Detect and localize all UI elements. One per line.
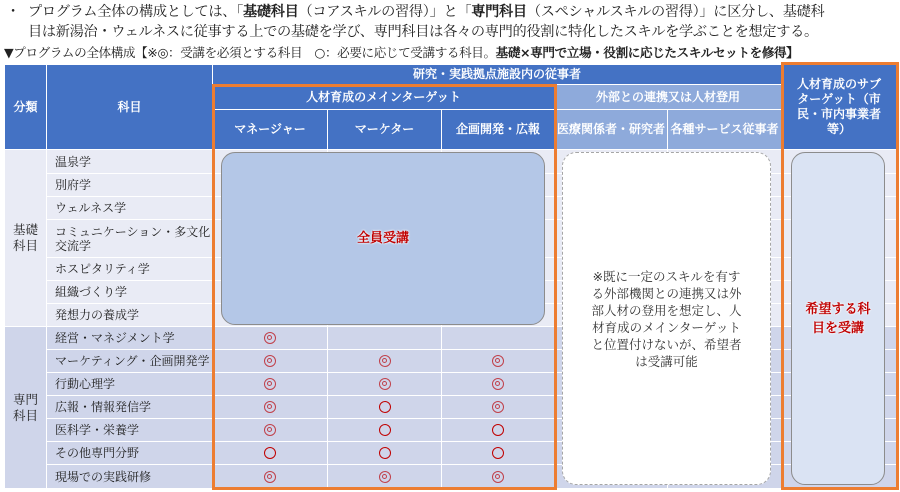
external-note-callout-text: ※既に一定のスキルを有する外部機関との連携又は外部人材の登用を想定し、人材育成のメインターゲットと位置付けないが、希望者は受講可能: [591, 268, 742, 369]
mark-cell: [328, 350, 442, 373]
all-required-callout: [221, 152, 545, 325]
bullet: ・: [6, 4, 20, 20]
specialized-subject: 経営・マネジメント学: [47, 327, 213, 350]
double-circle-icon: [379, 378, 391, 390]
header-external: 外部との連携又は人材登用: [555, 85, 782, 110]
double-circle-icon: [379, 471, 391, 483]
specialized-subject: 医科学・栄養学: [47, 419, 213, 442]
specialized-subject: 広報・情報発信学: [47, 396, 213, 419]
basic-subject: 発想力の養成学: [47, 304, 213, 327]
basic-subject: ホスピタリティ学: [47, 258, 213, 281]
mark-cell: [328, 419, 442, 442]
double-circle-icon: [492, 401, 504, 413]
header-category: 分類: [5, 65, 47, 150]
mark-cell: [213, 465, 328, 489]
caption-emphasis: 基礎×専門で立場・役割に応じたスキルセットを修得】: [495, 45, 799, 60]
mark-cell: [442, 373, 555, 396]
intro-keyword-specialized: 専門科目: [471, 4, 527, 20]
mark-cell: [442, 327, 555, 350]
header-column-0: マネージャー: [213, 110, 328, 150]
double-circle-icon: [492, 378, 504, 390]
double-circle-icon: [264, 471, 276, 483]
double-circle-icon: [492, 355, 504, 367]
header-column-2: 企画開発・広報: [442, 110, 555, 150]
category-specialized: 専門科目: [5, 327, 47, 489]
mark-cell: [328, 327, 442, 350]
all-required-callout-text: 全員受講: [356, 231, 409, 246]
sub-target-callout: [791, 152, 885, 485]
basic-subject: ウェルネス学: [47, 197, 213, 220]
intro-keyword-basic: 基礎科目: [242, 4, 299, 20]
mark-cell: [213, 419, 328, 442]
double-circle-icon: [264, 332, 276, 344]
header-column-1: マーケター: [328, 110, 442, 150]
mark-cell: [328, 465, 442, 489]
double-circle-icon: [492, 471, 504, 483]
sub-target-callout-text: 希望する科目を受講: [805, 301, 871, 336]
header-column-4: 各種サービス従事者: [668, 110, 782, 150]
double-circle-icon: [264, 401, 276, 413]
caption-legend: ▼プログラムの全体構成【※◎：受講を必須とする科目 ○：必要に応じて受講する科目。: [4, 45, 496, 60]
double-circle-icon: [264, 378, 276, 390]
external-note-callout: [562, 152, 771, 485]
mark-cell: [213, 327, 328, 350]
double-circle-icon: [379, 355, 391, 367]
mark-cell: [442, 465, 555, 489]
double-circle-icon: [264, 424, 276, 436]
specialized-subject: 現場での実践研修: [47, 465, 213, 489]
specialized-subject: その他専門分野: [47, 442, 213, 465]
basic-subject: コミュニケーション・多文化交流学: [47, 220, 213, 258]
intro-text-part: プログラム全体の構成としては、「: [28, 4, 243, 20]
mark-cell: [213, 442, 328, 465]
intro-text: [6, 2, 898, 42]
table-caption: [4, 44, 798, 61]
specialized-subject: 行動心理学: [47, 373, 213, 396]
circle-icon: [379, 447, 391, 459]
mark-cell: [213, 373, 328, 396]
header-staff-group: 研究・実践拠点施設内の従事者: [213, 65, 782, 85]
mark-cell: [328, 373, 442, 396]
intro-text-part: （コアスキルの習得）」と「: [298, 4, 472, 20]
mark-cell: [213, 350, 328, 373]
circle-icon: [492, 447, 504, 459]
circle-icon: [264, 447, 276, 459]
mark-cell: [442, 396, 555, 419]
mark-cell: [213, 396, 328, 419]
header-column-3: 医療関係者・研究者: [555, 110, 668, 150]
mark-cell: [328, 442, 442, 465]
header-subject: 科目: [47, 65, 213, 150]
header-sub-target: 人材育成のサブターゲット（市民・市内事業者等）: [782, 65, 897, 150]
mark-cell: [328, 396, 442, 419]
basic-subject: 温泉学: [47, 150, 213, 174]
mark-cell: [442, 350, 555, 373]
specialized-subject: マーケティング・企画開発学: [47, 350, 213, 373]
circle-icon: [379, 401, 391, 413]
basic-subject: 別府学: [47, 174, 213, 197]
circle-icon: [379, 424, 391, 436]
mark-cell: [442, 442, 555, 465]
category-basic: 基礎科目: [5, 150, 47, 327]
circle-icon: [492, 424, 504, 436]
intro-text-part: （スペシャルスキルの習得）」に区分し、基礎科: [526, 4, 825, 20]
intro-line-2: 目は新湯治・ウェルネスに従事する上での基礎を学び、専門科目は各々の専門的役割に特化したスキルを学ぶことを想定する。: [28, 24, 818, 40]
mark-cell: [442, 419, 555, 442]
double-circle-icon: [264, 355, 276, 367]
basic-subject: 組織づくり学: [47, 281, 213, 304]
header-main-target: 人材育成のメインターゲット: [213, 85, 555, 110]
